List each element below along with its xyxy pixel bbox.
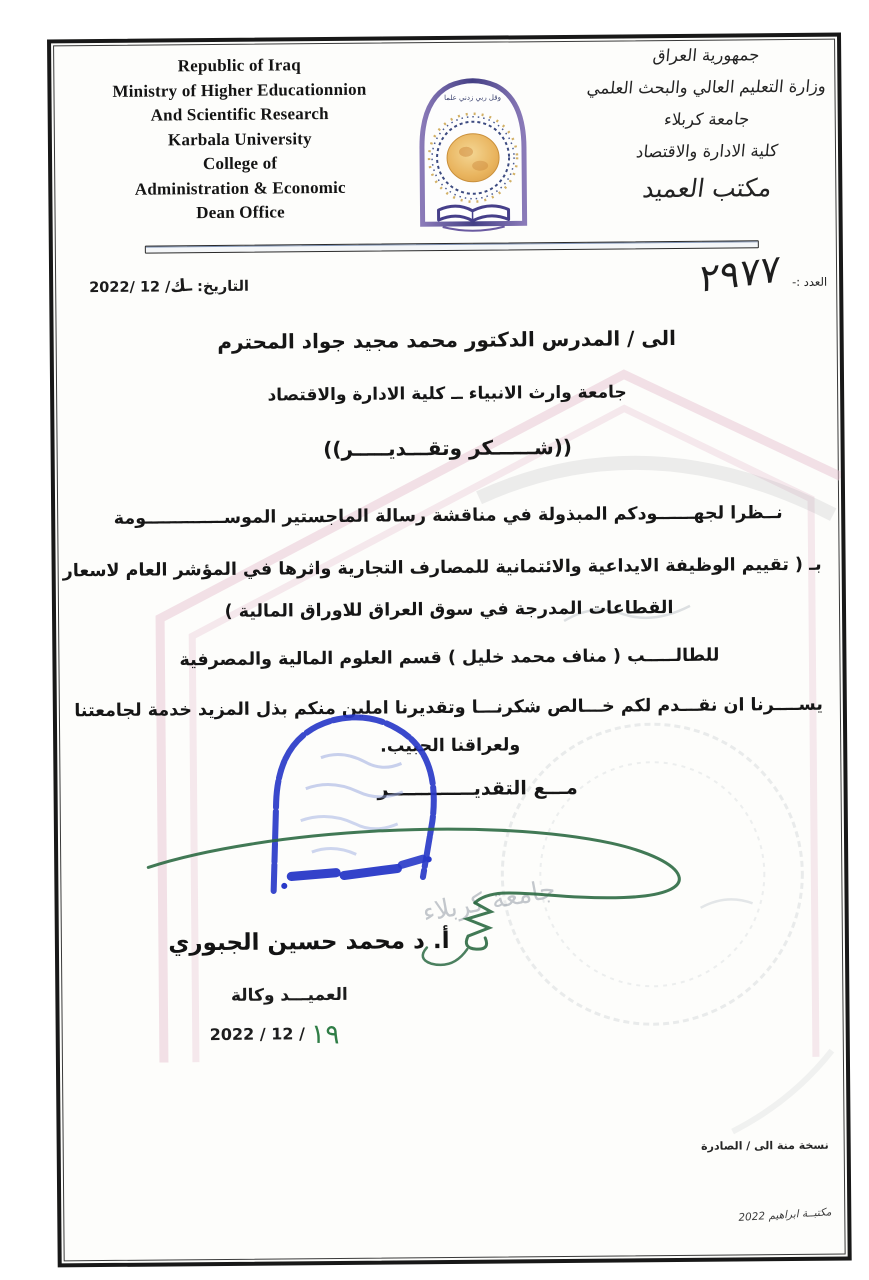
copy-distribution-note: نسخة منة الى / الصادرة [701,1138,829,1153]
logo-motto-text: وقل ربي زدني علما [444,93,501,103]
arabic-letterhead [581,45,832,217]
signature-zigzag [466,903,491,950]
body-line: يســــرنا ان نقـــدم لكم خـــالص شكرنـــا وتقديرنا املين منكم بذل المزيد خدمة لجامعتنا [74,694,823,722]
university-logo-icon [407,73,538,236]
letterhead-line: College of [202,153,278,174]
logo-gold-disc [447,134,499,182]
letterhead-line: كلية الادارة والاقتصاد [635,141,779,162]
signature-date-day-handwritten: ١٩ [310,1018,340,1051]
closing-line: مـــع التقديـــــــــــــر [377,776,578,801]
letterhead-line: جامعة كربلاء [663,109,751,130]
letterhead-line: Karbala University [167,128,312,149]
signature-tail [423,947,468,965]
faded-stamp-text: جامعة كربلاء [420,874,558,929]
body-line-thesis-title: بـ ( تقييم الوظيفة الايداعية والائتمانية للمصارف التجارية واثرها في المؤشر العام لاسعار [62,554,822,582]
letterhead-line: Dean Office [196,202,285,223]
signature-loop [148,827,680,906]
letterhead-line: جمهورية العراق [651,45,761,66]
ref-date-handwritten-mark: ـك [169,275,193,298]
header-separator-rule [145,240,759,253]
body-line-thesis-title: القطاعات المدرجة في سوق العراق للاوراق المالية ) [224,598,674,622]
signature-icon [142,820,727,977]
english-letterhead [65,52,414,227]
subject-line: ((شــــــكر وتقـــديـــــر)) [323,434,573,462]
letterhead-line: Ministry of Higher Educationnion [112,79,367,101]
print-shop-credit: مكتبــة ابراهيم 2022 [737,1206,832,1224]
stamp-inner-text-scribble [321,753,402,769]
ref-number-handwritten: ٢٩٧٧ [698,245,782,302]
ref-date-label: التاريخ: [197,278,250,296]
body-line-student: للطالـــــب ( مناف محمد خليل ) قسم العلوم المالية والمصرفية [179,645,720,671]
document-frame [47,33,852,1268]
faded-arc [732,1051,833,1132]
logo-book-base [443,226,505,231]
signature-date-printed: 2022 / 12 / [209,1024,305,1045]
letterhead-line-dean-office: مكتب العميد [640,173,774,204]
ref-date-value: / 12 /2022 [89,279,171,297]
signer-title: العميـــد وكالة [230,984,348,1006]
addressee-line: الى / المدرس الدكتور محمد مجيد جواد المحترم [217,325,677,354]
letterhead-line: Administration & Economic [134,177,346,199]
body-line: نــظرا لجهــــــودكم المبذولة في مناقشة رسالة الماجستير الموســـــــــــــومة [113,503,783,529]
stamp-inner-text-scribble [306,782,403,799]
addressee-university-line: جامعة وارث الانبياء ــ كلية الادارة والاقتصاد [267,382,627,406]
ref-date [89,276,249,297]
body-line: ولعراقنا الحبيب. [380,735,521,757]
signer-name: أ. د محمد حسين الجبوري [168,927,450,957]
letterhead-line: وزارة التعليم العالي والبحث العلمي [585,76,827,98]
ref-number-label: العدد :- [792,274,828,289]
letterhead-line: Republic of Iraq [177,55,301,76]
letterhead-line: And Scientific Research [150,104,329,125]
signature-date [210,1018,450,1051]
